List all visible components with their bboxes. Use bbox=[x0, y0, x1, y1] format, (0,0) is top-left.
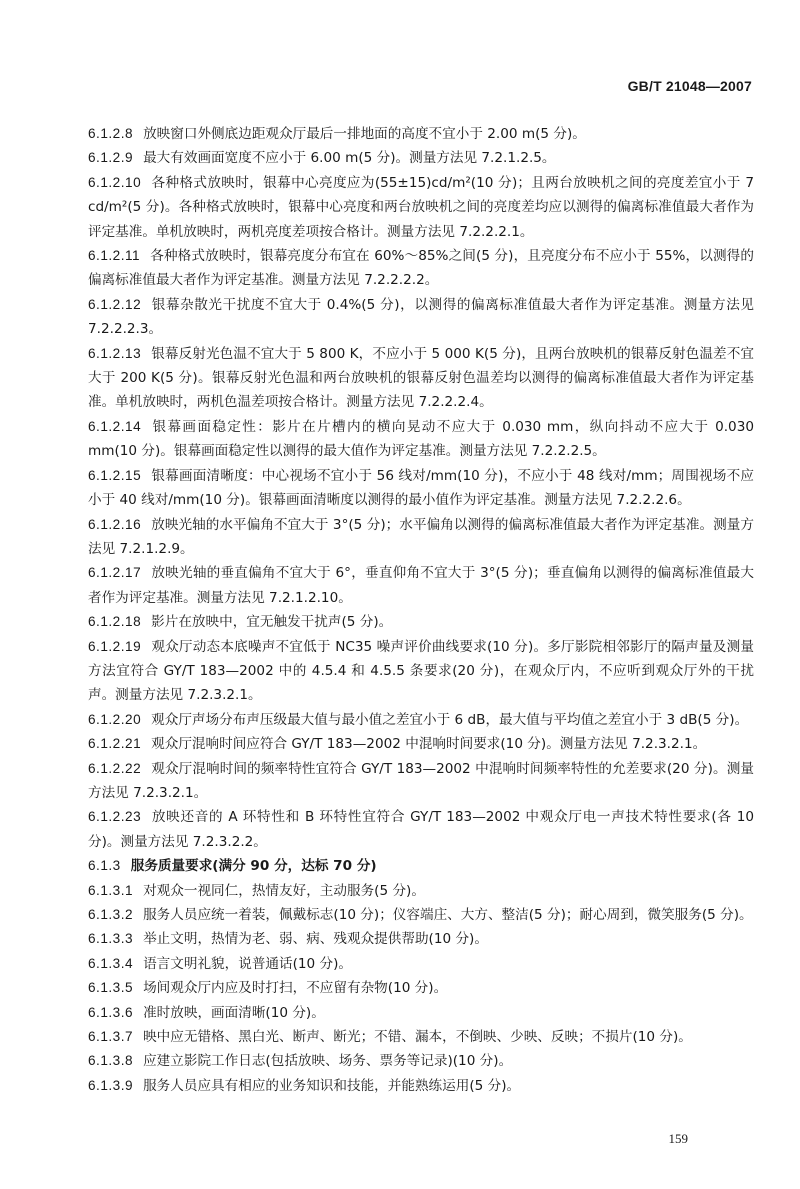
clause-text: 观众厅动态本底噪声不宜低于 NC35 噪声评价曲线要求(10 分)。多厅影院相邻影厅的隔声量及测量方法宜符合 GY/T 183—2002 中的 4.5.4 和 4.5.5 条要求(20 分)，在观众厅内，不应听到观众厅外的干扰声。测量方法见 7.2.3.2.1。 bbox=[88, 638, 754, 704]
clause-text: 银幕杂散光干扰度不宜大于 0.4%(5 分)，以测得的偏离标准值最大者作为评定基准。测量方法见 7.2.2.2.3。 bbox=[88, 296, 754, 338]
clause-text: 服务人员应具有相应的业务知识和技能，并能熟练运用(5 分)。 bbox=[143, 1077, 521, 1094]
clause-text: 各种格式放映时，银幕中心亮度应为(55±15)cd/m²(10 分)；且两台放映机之间的亮度差宜小于 7 cd/m²(5 分)。各种格式放映时，银幕中心亮度和两台放映机之间的亮度差均应以测得的偏离标准值最大者作为评定基准。单机放映时，两机亮度差项按合格计。测量方法见 7.2.2.2.1。 bbox=[88, 174, 754, 240]
clause-paragraph bbox=[88, 342, 754, 415]
clause-number: 6.1.2.22 bbox=[88, 760, 142, 776]
clause-number: 6.1.2.10 bbox=[88, 174, 142, 190]
clause-text: 观众厅声场分布声压级最大值与最小值之差宜小于 6 dB，最大值与平均值之差宜小于 3 dB(5 分)。 bbox=[151, 711, 749, 728]
clause-text: 放映光轴的垂直偏角不宜大于 6°，垂直仰角不宜大于 3°(5 分)；垂直偏角以测得的偏离标准值最大者作为评定基准。测量方法见 7.2.1.2.10。 bbox=[88, 565, 754, 606]
clause-number: 6.1.2.11 bbox=[88, 248, 141, 264]
clause-number: 6.1.2.21 bbox=[88, 736, 142, 752]
page-number: 159 bbox=[668, 1131, 688, 1146]
clause-number: 6.1.3.8 bbox=[88, 1053, 134, 1069]
clause-text: 放映窗口外侧底边距观众厅最后一排地面的高度不宜小于 2.00 m(5 分)。 bbox=[143, 126, 586, 142]
clause-number: 6.1.2.16 bbox=[88, 516, 142, 532]
clause-paragraph bbox=[88, 805, 754, 854]
clause-text: 银幕画面稳定性：影片在片槽内的横向晃动不应大于 0.030 mm，纵向抖动不应大于 0.030 mm(10 分)。银幕画面稳定性以测得的最大值作为评定基准。测量方法见 7.2.2.2.5。 bbox=[88, 418, 754, 460]
clause-paragraph bbox=[88, 513, 754, 562]
clause-number: 6.1.2.18 bbox=[88, 614, 142, 630]
clause-paragraph bbox=[88, 464, 754, 513]
clause-paragraph bbox=[88, 561, 754, 610]
clause-number: 6.1.2.12 bbox=[88, 296, 142, 312]
clause-paragraph bbox=[88, 952, 754, 976]
clause-number: 6.1.3.2 bbox=[88, 907, 134, 922]
clause-paragraph bbox=[88, 708, 754, 732]
clause-text: 观众厅混响时间的频率特性宜符合 GY/T 183—2002 中混响时间频率特性的允差要求(20 分)。测量方法见 7.2.3.2.1。 bbox=[88, 760, 754, 801]
clause-text: 服务质量要求(满分 90 分，达标 70 分) bbox=[130, 858, 377, 875]
clause-paragraph bbox=[88, 1001, 754, 1025]
clause-text: 观众厅混响时间应符合 GY/T 183—2002 中混响时间要求(10 分)。测量方法见 7.2.3.2.1。 bbox=[151, 736, 707, 753]
clause-paragraph bbox=[88, 757, 754, 806]
clause-number: 6.1.2.9 bbox=[88, 150, 134, 166]
clause-number: 6.1.2.13 bbox=[88, 345, 142, 361]
clause-text: 银幕反射光色温不宜大于 5 800 K，不应小于 5 000 K(5 分)，且两台放映机的银幕反射色温差不宜大于 200 K(5 分)。银幕反射光色温和两台放映机的银幕反射色温差均以测得的偏离标准值最大者作为评定基准。单机放映时，两机色温差项按合格计。测量方法见 7.2.2.2.4。 bbox=[88, 345, 754, 411]
clause-paragraph bbox=[88, 879, 754, 903]
clause-text: 最大有效画面宽度不应小于 6.00 m(5 分)。测量方法见 7.2.1.2.5。 bbox=[143, 150, 556, 167]
clause-number: 6.1.2.23 bbox=[88, 809, 142, 825]
clause-number: 6.1.2.8 bbox=[88, 126, 134, 141]
clause-paragraph bbox=[88, 1074, 754, 1098]
section-heading bbox=[88, 854, 754, 878]
clause-text: 场间观众厅内应及时打扫，不应留有杂物(10 分)。 bbox=[143, 980, 448, 997]
clause-paragraph bbox=[88, 122, 754, 146]
clause-paragraph bbox=[88, 732, 754, 756]
clause-number: 6.1.3.5 bbox=[88, 980, 134, 996]
clause-paragraph bbox=[88, 976, 754, 1000]
clause-paragraph bbox=[88, 927, 754, 951]
clause-paragraph bbox=[88, 171, 754, 244]
clause-text: 银幕画面清晰度：中心视场不宜小于 56 线对/mm(10 分)，不应小于 48 线对/mm；周围视场不应小于 40 线对/mm(10 分)。银幕画面清晰度以测得的最小值作为评定基准。测量方法见 7.2.2.2.6。 bbox=[88, 467, 754, 509]
clause-number: 6.1.3.4 bbox=[88, 955, 134, 971]
clause-number: 6.1.2.19 bbox=[88, 638, 142, 654]
clause-number: 6.1.2.17 bbox=[88, 565, 142, 581]
clause-text: 各种格式放映时，银幕亮度分布宜在 60%～85%之间(5 分)，且亮度分布不应小于 55%，以测得的偏离标准值最大者作为评定基准。测量方法见 7.2.2.2.2。 bbox=[88, 248, 754, 289]
clause-paragraph bbox=[88, 244, 754, 293]
clause-paragraph bbox=[88, 415, 754, 464]
clause-text: 影片在放映中，宜无触发干扰声(5 分)。 bbox=[151, 614, 393, 631]
clause-paragraph bbox=[88, 903, 754, 927]
clause-text: 服务人员应统一着装，佩戴标志(10 分)；仪容端庄、大方、整洁(5 分)；耐心周到，微笑服务(5 分)。 bbox=[143, 907, 753, 923]
clause-text: 语言文明礼貌，说普通话(10 分)。 bbox=[143, 955, 353, 972]
document-body bbox=[88, 122, 754, 1098]
clause-text: 放映还音的 A 环特性和 B 环特性宜符合 GY/T 183—2002 中观众厅电一声技术特性要求(各 10 分)。测量方法见 7.2.3.2.2。 bbox=[88, 809, 754, 850]
clause-paragraph bbox=[88, 635, 754, 708]
standard-number: GB/T 21048—2007 bbox=[627, 78, 752, 94]
clause-paragraph bbox=[88, 610, 754, 634]
clause-text: 举止文明，热情为老、弱、病、残观众提供帮助(10 分)。 bbox=[143, 931, 488, 948]
clause-text: 应建立影院工作日志(包括放映、场务、票务等记录)(10 分)。 bbox=[143, 1053, 513, 1070]
clause-number: 6.1.3.6 bbox=[88, 1004, 134, 1020]
clause-paragraph bbox=[88, 293, 754, 342]
clause-number: 6.1.2.15 bbox=[88, 467, 142, 483]
clause-text: 映中应无错格、黑白光、断声、断光；不错、漏本，不倒映、少映、反映；不损片(10 分)。 bbox=[143, 1029, 692, 1046]
clause-number: 6.1.3.3 bbox=[88, 931, 134, 947]
clause-number: 6.1.2.14 bbox=[88, 418, 142, 434]
clause-number: 6.1.3.1 bbox=[88, 882, 134, 898]
clause-paragraph bbox=[88, 1049, 754, 1073]
clause-number: 6.1.3 bbox=[88, 858, 121, 874]
clause-text: 准时放映，画面清晰(10 分)。 bbox=[143, 1004, 325, 1021]
clause-paragraph bbox=[88, 1025, 754, 1049]
clause-text: 对观众一视同仁，热情友好，主动服务(5 分)。 bbox=[143, 882, 425, 899]
clause-paragraph bbox=[88, 146, 754, 170]
clause-text: 放映光轴的水平偏角不宜大于 3°(5 分)；水平偏角以测得的偏离标准值最大者作为评定基准。测量方法见 7.2.1.2.9。 bbox=[88, 516, 754, 557]
clause-number: 6.1.3.9 bbox=[88, 1077, 134, 1093]
clause-number: 6.1.2.20 bbox=[88, 711, 142, 727]
clause-number: 6.1.3.7 bbox=[88, 1029, 134, 1045]
